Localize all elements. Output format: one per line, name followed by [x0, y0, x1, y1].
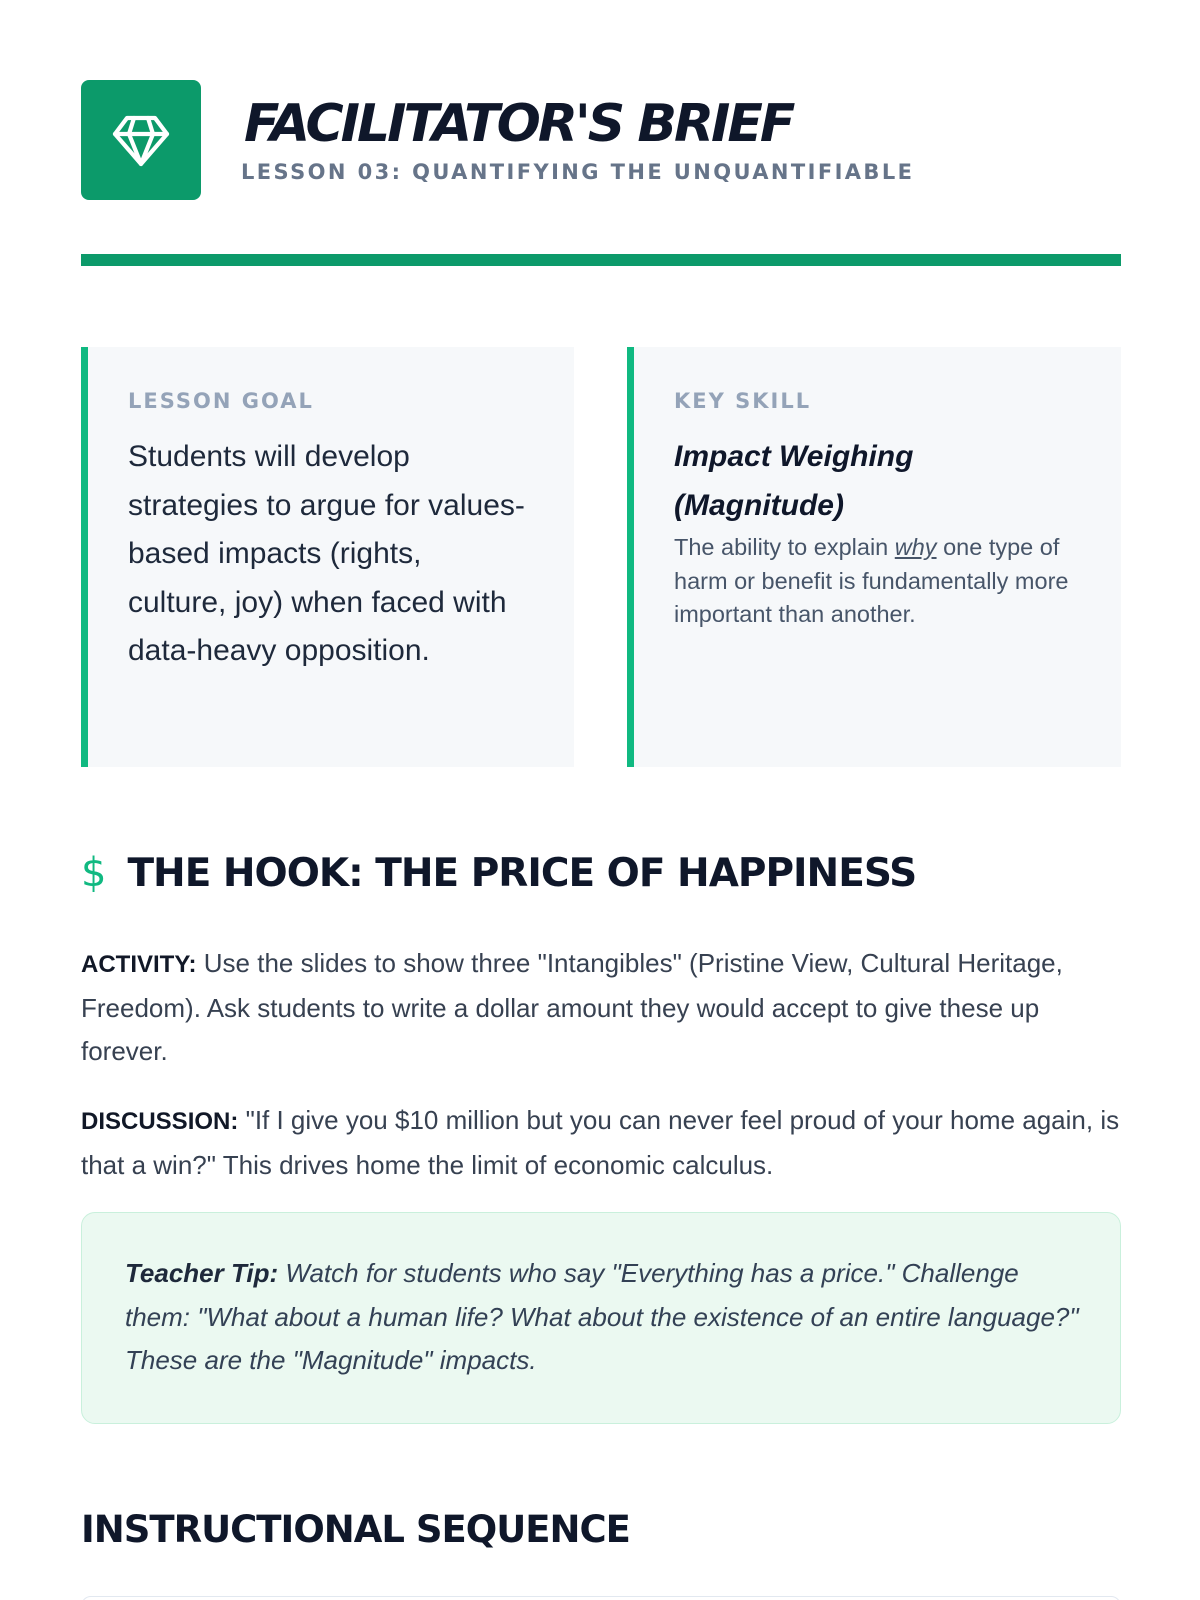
teacher-tip-text: Watch for students who say "Everything has a price." Challenge them: "What about a human life? What about the existence of an entire language?" These are the "Magnitude" impacts. [125, 1258, 1079, 1375]
discussion-label: DISCUSSION: [81, 1108, 239, 1135]
lesson-goal-label: LESSON GOAL [128, 389, 314, 413]
key-skill-description: The ability to explain why one type of harm or benefit is fundamentally more important than another. [674, 534, 1069, 627]
hook-heading-text: THE HOOK: THE PRICE OF HAPPINESS [127, 850, 917, 896]
activity-label: ACTIVITY: [81, 951, 197, 978]
sequence-card [81, 1596, 1121, 1600]
discussion-paragraph [81, 1099, 1121, 1187]
dollar-icon: $ [81, 850, 106, 896]
hook-heading [81, 848, 916, 898]
lesson-goal-text: Students will develop strategies to argue for values-based impacts (rights, culture, joy) when faced with data-heavy opposition. [128, 440, 525, 667]
logo-badge [81, 80, 201, 200]
teacher-tip-box [81, 1212, 1121, 1424]
key-skill-card [627, 347, 1121, 767]
teacher-tip-label: Teacher Tip: [125, 1258, 279, 1288]
diamond-icon [109, 108, 173, 172]
discussion-text: "If I give you $10 million but you can never feel proud of your home again, is that a win?" This drives home the limit of economic calculus. [81, 1105, 1120, 1180]
key-skill-label: KEY SKILL [674, 389, 812, 413]
lesson-goal-card [81, 347, 574, 767]
brief-header [81, 80, 1121, 200]
activity-text: Use the slides to show three "Intangibles" (Pristine View, Cultural Heritage, Freedom). Ask students to write a dollar amount they would accept to give these up forever. [81, 948, 1063, 1066]
header-divider [81, 254, 1121, 266]
emphasis-why: why [894, 534, 937, 560]
document-title: FACILITATOR'S BRIEF [244, 94, 793, 154]
activity-paragraph [81, 942, 1121, 1074]
key-skill-name: Impact Weighing (Magnitude) [674, 440, 914, 522]
instructional-sequence-heading: INSTRUCTIONAL SEQUENCE [81, 1508, 630, 1551]
document-subtitle: LESSON 03: QUANTIFYING THE UNQUANTIFIABLE [241, 160, 915, 184]
